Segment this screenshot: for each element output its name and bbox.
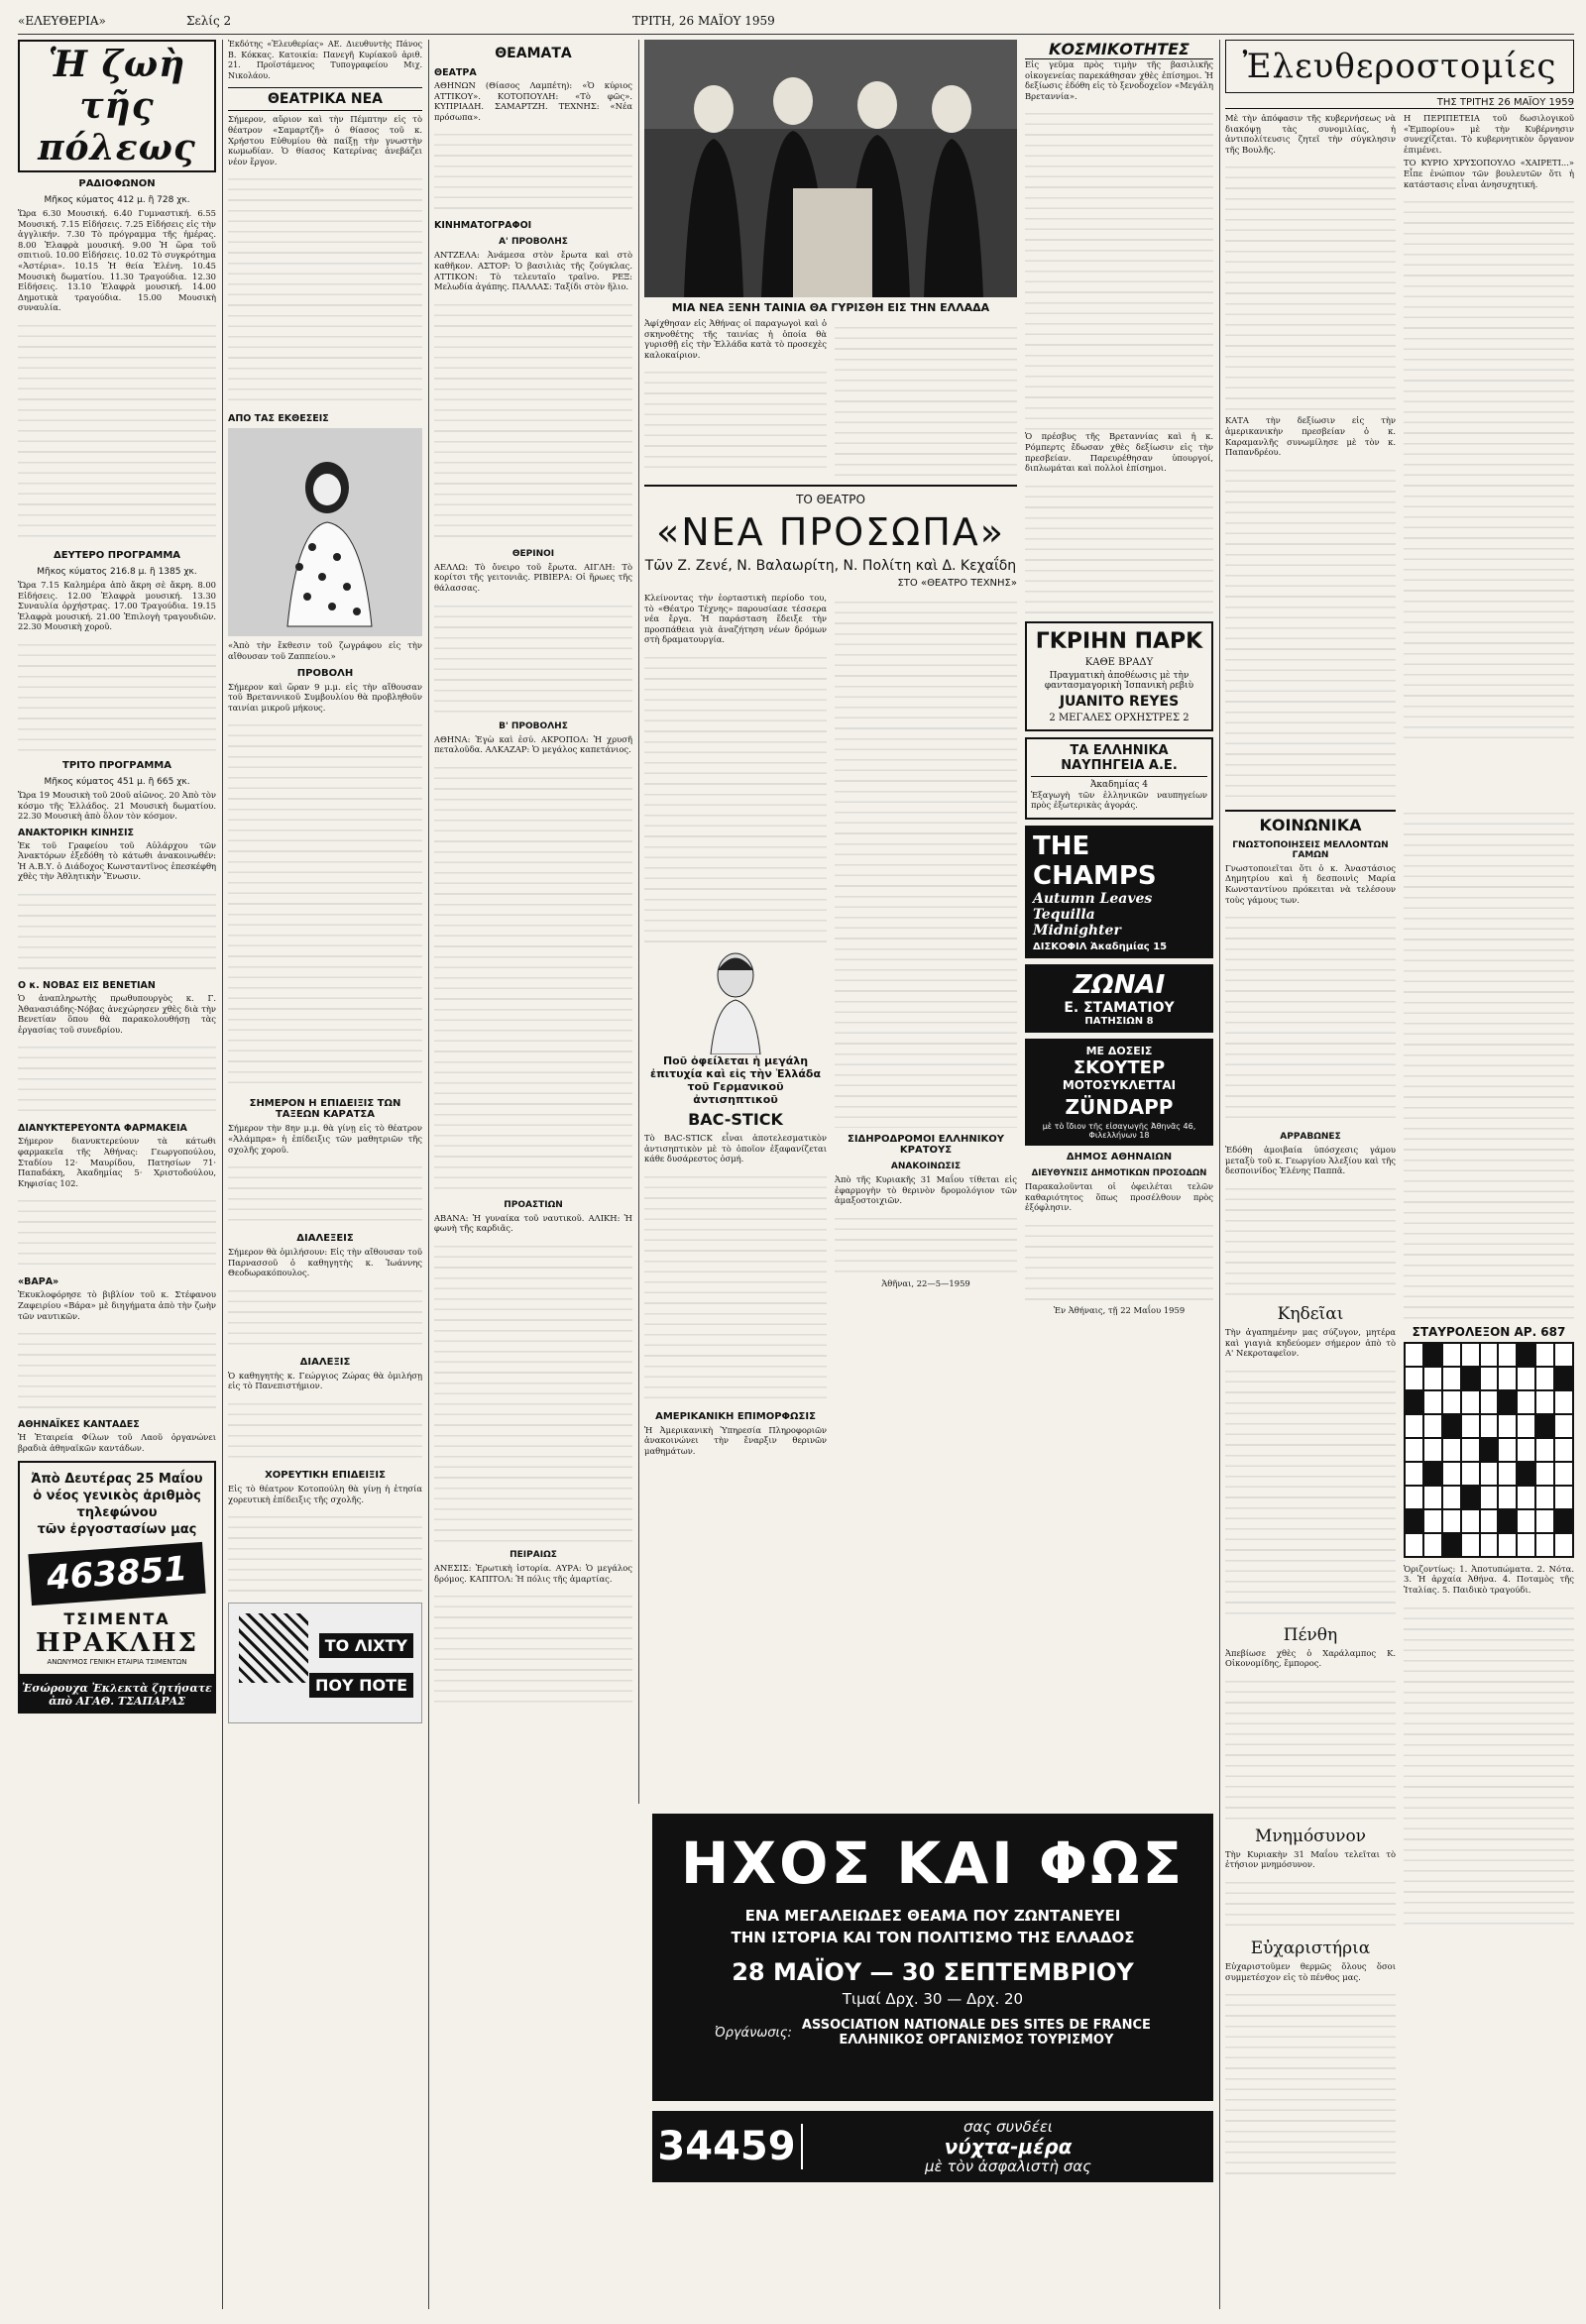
champs-song: Tequilla (1033, 906, 1095, 923)
crossword-heading: ΣΤΑΥΡΟΛΕΞΟΝ ΑΡ. 687 (1412, 1324, 1566, 1339)
text-block (228, 1281, 422, 1351)
tolixtu-slogan: ΠΟΥ ΠΟΤΕ (309, 1673, 413, 1698)
belts-address: ΠΑΤΗΣΙΩΝ 8 (1084, 1015, 1154, 1027)
theatre-review-header (644, 485, 1017, 589)
radio-program: Ὥρα 6.30 Μουσική. 6.40 Γυμναστική. 6.55 Μουσική. 7.15 Εἰδήσεις. 7.25 Εἰδήσεις εἰς τὴν ἀγγλικήν. 7.30 Τὸ πρόγραμμα τῆς ἡμέρας. 8.00 Ἐλαφρὰ μουσική. 9.00 Ἡ ὥρα τοῦ σπιτιοῦ. 10.00 Εἰδήσεις. 10.02 Τὸ συγκρότημα «Ἀστέρια». 10.15 Ἡ θεία Ἐλένη. 10.45 Μουσικὴ δωματίου. 11.30 Τραγούδια. 12.30 Εἰδήσεις. 13.10 Ἐλαφρὰ μουσική. 14.00 Δημοτικὰ τραγούδια. 15.00 Μουσικὴ συναυλία. (18, 208, 216, 313)
text-block (18, 1038, 216, 1117)
cement-ad-line: τῶν ἐργοστασίων μας (37, 1522, 197, 1538)
suburbs-heading: ΠΡΟΑΣΤΙΩΝ (504, 1199, 563, 1210)
taxi-line: μὲ τὸν ἀσφαλιστὴ σας (925, 2158, 1091, 2175)
tolixtu-brand: ΤΟ ΛΙΧΤΥ (319, 1633, 413, 1658)
net-pattern (239, 1613, 308, 1683)
champs-song: Midnighter (1033, 922, 1121, 939)
engagements-text: Ἐδόθη ἀμοιβαία ὑπόσχεσις γάμου μεταξὺ τοῦ κ. Γεωργίου Ἀλεξίου καὶ τῆς δεσποινίδος Ἑλένης Παππᾶ. (1225, 1145, 1396, 1176)
column-divider (1219, 40, 1220, 2309)
summer-cinemas-heading: ΘΕΡΙΝΟΙ (511, 548, 555, 559)
dateline: ΤΡΙΤΗ, 26 ΜΑΪΟΥ 1959 (632, 14, 775, 28)
weddings-text: Γνωστοποιεῖται ὅτι ὁ κ. Ἀναστάσιος Δημητρίου καὶ ἡ δεσποινὶς Μαρία Κωνσταντίνου πρόκειται νὰ τελέσουν τοὺς γάμους των. (1225, 862, 1396, 905)
weddings-heading: ΓΝΩΣΤΟΠΟΙΗΣΕΙΣ ΜΕΛΛΟΝΤΩΝ ΓΑΜΩΝ (1232, 839, 1389, 860)
cement-brand: ΤΣΙΜΕΝΤΑ (63, 1609, 170, 1629)
text-block (434, 125, 632, 214)
green-park-orchestras: 2 ΜΕΓΑΛΕΣ ΟΡΧΗΣΤΡΕΣ 2 (1049, 712, 1190, 723)
text-block (644, 1167, 827, 1405)
theatre-venue: ΣΤΟ «ΘΕΑΤΡΟ ΤΕΧΝΗΣ» (897, 578, 1017, 589)
opinion-text: Μὲ τὴν ἀπόφασιν τῆς κυβερνήσεως νὰ διακόψῃ τὰς συνομιλίας, ἡ ἀντιπολίτευσις ζητεῖ τὴν σύγκλησιν τῆς Βουλῆς. (1225, 113, 1396, 155)
zundapp-line: ΣΚΟΥΤΕΡ (1073, 1056, 1166, 1078)
cinemas-heading: ΚΙΝΗΜΑΤΟΓΡΑΦΟΙ (434, 220, 532, 232)
sound-light-prices: Τιμαί Δρχ. 30 — Δρχ. 20 (842, 1990, 1024, 2008)
novas-text: Ὁ ἀναπληρωτὴς πρωθυπουργὸς κ. Γ. Ἀθανασιάδης-Νόβας ἀνεχώρησεν χθὲς διὰ τὴν Βενετίαν ὅπου θὰ παρακολουθήσῃ τὰς ἐργασίας τοῦ συνεδρίου. (18, 993, 216, 1035)
taxi-ad (652, 2111, 1213, 2182)
text-block (644, 363, 827, 472)
crossword-clues: Ὁριζοντίως: 1. Ἀποτυπώματα. 2. Νότα. 3. Ἡ ἀρχαία Ἀθήνα. 4. Ποταμὸς τῆς Ἰταλίας. 5. Παιδικὸ τραγούδι. (1404, 1563, 1574, 1595)
page-number: Σελίς 2 (186, 14, 232, 28)
sound-light-subtitle: ΕΝΑ ΜΕΓΑΛΕΙΩΔΕΣ ΘΕΑΜΑ ΠΟΥ ΖΩΝΤΑΝΕΥΕΙ (744, 1907, 1121, 1925)
underwear-ad: Ἐσώρουχα Ἐκλεκτὰ ζητήσατε ἀπὸ ΑΓΑΘ. ΤΣΑΠΑΡΑΣ (18, 1676, 216, 1714)
piraeus-listing: ΑΝΕΣΙΣ: Ἐρωτικὴ ἱστορία. ΑΥΡΑ: Ὁ μεγάλος δρόμος. ΚΑΠΙΤΟΛ: Ἡ πόλις τῆς ἁμαρτίας. (434, 1562, 632, 1584)
third-program-heading: ΤΡΙΤΟ ΠΡΟΓΡΑΜΜΑ (62, 759, 171, 771)
text-block (1225, 1179, 1396, 1298)
zundapp-ad (1025, 1039, 1213, 1146)
text-block (1404, 1599, 1574, 1926)
opinion-date: ΤΗΣ ΤΡΙΤΗΣ 26 ΜΑΪΟΥ 1959 (1225, 97, 1574, 109)
text-block (1225, 908, 1396, 1126)
novas-heading: Ο κ. ΝΟΒΑΣ ΕΙΣ ΒΕΝΕΤΙΑΝ (18, 980, 156, 992)
exhibitions-heading: ΑΠΟ ΤΑΣ ΕΚΘΕΣΕΙΣ (228, 413, 329, 425)
text-block (228, 716, 422, 1092)
text-block (434, 597, 632, 716)
taxi-line: νύχτα-μέρα (944, 2135, 1073, 2158)
newspaper-page (18, 10, 1574, 2314)
film-crew-photo (644, 40, 1017, 297)
vara-heading: «ΒΑΡΑ» (18, 1276, 59, 1288)
engagements-heading: ΑΡΡΑΒΩΝΕΣ (1280, 1132, 1341, 1143)
palace-text: Ἐκ τοῦ Γραφείου τοῦ Αὐλάρχου τῶν Ἀνακτόρων ἐξεδόθη τὸ κάτωθι ἀνακοινωθέν: Ἡ Α.Β.Υ. ὁ Διάδοχος Κωνσταντῖνος ἐπεσκέφθη χθὲς τὴν Ἀθλητικὴν Ἕνωσιν. (18, 839, 216, 882)
text-block (1225, 1985, 1396, 2183)
text-block (434, 295, 632, 543)
column-divider (638, 40, 639, 1804)
text-block (1225, 158, 1396, 415)
belts-shop: Ε. ΣΤΑΜΑΤΙΟΥ (1064, 999, 1175, 1016)
sound-light-org-label: Ὀργάνωσις: (715, 2025, 792, 2041)
palace-heading: ΑΝΑΚΤΟΡΙΚΗ ΚΙΝΗΣΙΣ (18, 827, 135, 838)
funerals-heading: Κηδεῖαι (1277, 1303, 1344, 1324)
text-block (835, 1209, 1017, 1278)
dance-heading: ΧΟΡΕΥΤΙΚΗ ΕΠΙΔΕΙΞΙΣ (265, 1470, 386, 1482)
green-park-star: JUANITO REYES (1059, 693, 1180, 710)
zundapp-address: μὲ τὸ ἴδιον τῆς εἰσαγωγῆς Ἀθηνᾶς 46, Φιλελλήνων 18 (1042, 1121, 1196, 1140)
text-block (1025, 104, 1213, 431)
memorial-text: Τὴν Κυριακὴν 31 Μαΐου τελεῖται τὸ ἐτήσιον μνημόσυνον. (1225, 1848, 1396, 1870)
theatres-listing: ΑΘΗΝΩΝ (Θίασος Λαμπέτη): «Ὁ κύριος ΑΤΤΙΚΟΥ». ΚΟΤΟΠΟΥΛΗ: «Τὸ φῶς». ΚΥΠΡΙΑΔΗ. ΣΑΜΑΡΤΖΗ. ΤΕΧΝΗΣ: «Νέα πρόσωπα». (434, 80, 632, 122)
text-block (228, 169, 422, 407)
municipality-heading: ΔΗΜΟΣ ΑΘΗΝΑΙΩΝ (1066, 1151, 1173, 1162)
karate-heading: ΣΗΜΕΡΟΝ Η ΕΠΙΔΕΙΞΙΣ ΤΩΝ ΤΑΞΕΩΝ ΚΑΡΑΤΣΑ (249, 1098, 401, 1121)
text-block (18, 316, 216, 544)
second-program-heading: ΔΕΥΤΕΡΟ ΠΡΟΓΡΑΜΜΑ (53, 549, 181, 561)
champs-name: THE CHAMPS (1033, 830, 1157, 891)
opinion-text: ΤΟ ΚΥΡΙΟ ΧΡΥΣΟΠΟΥΛΟ «ΧΑΙΡΕΤΙ...» Εἶπε ἐνώπιον τῶν βουλευτῶν ὅτι ἡ κατάστασις εἶναι ἀνησυχητική. (1404, 158, 1574, 189)
memorial-heading: Μνημόσυνον (1254, 1826, 1367, 1846)
painting-illustration (228, 428, 422, 636)
publisher-note: Ἐκδότης «Ἐλευθερίας» ΑΕ. Διευθυντὴς Πάνος Β. Κόκκας. Κατοικία: Πανεγῆ Κυρίακοῦ ἀριθ. 21. Προϊστάμενος Τυπογραφείου Μιχ. Νικολάου. (228, 40, 422, 80)
text-block (835, 593, 1017, 1128)
text-block (18, 1191, 216, 1271)
column-spectacles (434, 40, 632, 1804)
text-block (1225, 461, 1396, 798)
shipyards-address: Ἀκαδημίας 4 (1089, 779, 1149, 790)
text-block (228, 1158, 422, 1227)
screening-heading: ΠΡΟΒΟΛΗ (296, 667, 354, 679)
painting-figure (228, 428, 422, 636)
text-block (18, 1324, 216, 1413)
text-block (1225, 1362, 1396, 1619)
cement-phone-number: 463851 (28, 1542, 205, 1605)
masthead (18, 10, 1574, 35)
shipyards-text: Ἐξαγωγὴ τῶν ἑλληνικῶν ναυπηγείων πρὸς ἐξωτερικὰς ἀγοράς. (1031, 789, 1207, 811)
text-block (1404, 804, 1574, 1319)
column-theatre-news (228, 40, 422, 2309)
lectures-text: Σήμερον θὰ ὁμιλήσουν: Εἰς τὴν αἴθουσαν τοῦ Παρνασσοῦ ὁ καθηγητὴς κ. Ἰωάννης Θεοδωρακόπουλος. (228, 1247, 422, 1278)
sound-light-org: ASSOCIATION NATIONALE DES SITES DE FRANCE (801, 2018, 1151, 2033)
mourning-heading: Πένθη (1283, 1624, 1338, 1645)
sound-light-org: ΕΛΛΗΝΙΚΟΣ ΟΡΓΑΝΙΣΜΟΣ ΤΟΥΡΙΣΜΟΥ (839, 2033, 1114, 2047)
champs-song: Autumn Leaves (1033, 890, 1153, 907)
woman-sketch (691, 945, 780, 1054)
opinion-text: Η ΠΕΡΙΠΕΤΕΙΑ τοῦ δωσιλογικοῦ «Ἐμπορίου» μὲ τὴν Κυβέρνησιν συνεχίζεται. Τὸ κυβερνητικὸν ὄργανον ἐπιμένει. (1404, 113, 1574, 155)
text-block (1404, 192, 1574, 747)
theatre-kicker: ΤΟ ΘΕΑΤΡΟ (796, 493, 865, 506)
bac-stick-illustration (644, 945, 827, 1054)
column-eleftherostomies (1225, 40, 1574, 2309)
lectures-heading: ΔΙΑΛΕΞΕΙΣ (296, 1233, 354, 1245)
radio-wavelength: Μῆκος κύματος 412 μ. ἢ 728 χκ. (44, 195, 190, 205)
text-block (434, 758, 632, 1194)
american-education-heading: ΑΜΕΡΙΚΑΝΙΚΗ ΕΠΙΜΟΡΦΩΣΙΣ (655, 1410, 816, 1422)
mourning-text: Ἀπεβίωσε χθὲς ὁ Χαράλαμπος Κ. Οἰκονομίδης, ἔμπορος. (1225, 1647, 1396, 1669)
kantades-text: Ἡ Ἑταιρεία Φίλων τοῦ Λαοῦ ὀργανώνει βραδιὰ ἀθηναϊκῶν καντάδων. (18, 1432, 216, 1453)
cement-company: ΑΝΩΝΥΜΟΣ ΓΕΝΙΚΗ ΕΤΑΙΡΙΑ ΤΣΙΜΕΝΤΩΝ (47, 1658, 187, 1667)
text-block (1225, 1672, 1396, 1821)
social-heading: ΚΟΙΝΩΝΙΚΑ (1225, 810, 1396, 834)
column-society-ads (1025, 40, 1213, 1804)
cement-ad-line: Ἀπὸ Δευτέρας 25 Μαΐου (31, 1472, 203, 1488)
cement-ad-line: ὁ νέος γενικὸς ἀριθμὸς (33, 1489, 201, 1504)
green-park-name: ΓΚΡΙΗΝ ΠΑΡΚ (1035, 628, 1203, 654)
second-program-text: Ὥρα 7.15 Καλημέρα ἀπὸ ἄκρη σὲ ἄκρη. 8.00 Εἰδήσεις. 12.00 Ἐλαφρὰ μουσική. 13.30 Συναυλία ὀρχήστρας. 17.00 Τραγούδια. 19.15 Ἐλαφρὰ μουσική. 21.00 Ἐπιλογὴ τραγουδιῶν. 22.30 Μουσικὴ χοροῦ. (18, 579, 216, 632)
municipality-text: Παρακαλοῦνται οἱ ὀφειλέται τελῶν καθαριότητος ὅπως προσέλθουν πρὸς ἐξόφλησιν. (1025, 1180, 1213, 1213)
belts-name: ΖΩΝΑΙ (1073, 969, 1166, 1000)
theatre-review-text: Κλείνοντας τὴν ἐορταστικὴ περίοδο του, τὸ «Θέατρο Τέχνης» παρουσίασε τέσσερα νέα ἔργα. Ἡ παράσταση ἔδειξε τὴν προσπάθεια γιὰ ἀναζήτηση νέων δρόμων στὴ δραματουργία. (644, 593, 827, 645)
green-park-nightly: ΚΑΘΕ ΒΡΑΔΥ (1084, 656, 1154, 668)
cement-ad (18, 1461, 216, 1676)
railway-subheading: ΑΝΑΚΟΙΝΩΣΙΣ (890, 1162, 962, 1171)
society-heading: ΚΟΣΜΙΚΟΤΗΤΕΣ (1025, 40, 1213, 59)
kantades-heading: ΑΘΗΝΑΪΚΕΣ ΚΑΝΤΑΔΕΣ (18, 1419, 140, 1431)
karate-text: Σήμερον τὴν 8ην μ.μ. θὰ γίνῃ εἰς τὸ θέατρον «Ἀλάμπρα» ἡ ἐπίδειξις τῶν μαθητριῶν τῆς σχολῆς χοροῦ. (228, 1123, 422, 1155)
theatre-authors: Τῶν Ζ. Ζενέ, Ν. Βαλαωρίτη, Ν. Πολίτη καὶ Δ. Κεχαΐδη (644, 558, 1017, 574)
embassy-text: Ὁ πρέσβυς τῆς Βρεταννίας καὶ ἡ κ. Ρόμπερτς ἔδωσαν χθὲς δεξίωσιν εἰς τὴν πρεσβείαν. Παρευρέθησαν ὑπουργοί, διπλωμάται καὶ πολλοὶ ἐπίσημοι. (1025, 431, 1213, 474)
tolixtu-ad (228, 1603, 422, 1723)
funerals-text: Τὴν ἀγαπημένην μας σύζυγον, μητέρα καὶ γιαγιὰ κηδεύομεν σήμερον ἀπὸ τὸ Α' Νεκροταφεῖον. (1225, 1326, 1396, 1359)
pharmacies-text: Σήμερον διανυκτερεύουν τὰ κάτωθι φαρμακεῖα τῆς Ἀθήνας: Γεωργοπούλου, Σταδίου 12· Μαυρίδου, Πατησίων 71· Παπαδάκη, Ἀκαδημίας 5· Χριστοδούλου, Κηφισίας 102. (18, 1136, 216, 1188)
theatres-heading: ΘΕΑΤΡΑ (434, 67, 477, 78)
cement-ad-line: τηλεφώνου (76, 1505, 158, 1521)
column-divider (222, 40, 223, 2309)
text-block (835, 318, 1017, 477)
thanks-text: Εὐχαριστοῦμεν θερμῶς ὅλους ὅσοι συμμετέσχον εἰς τὸ πένθος μας. (1225, 1961, 1396, 1982)
opinion-text: ΚΑΤΑ τὴν δεξίωσιν εἰς τὴν ἀμερικανικὴν πρεσβείαν ὁ κ. Καραμανλῆς συνωμίλησε μὲ τὸν κ. Παπανδρέου. (1225, 415, 1396, 458)
zundapp-line: ΜΟΤΟΣΥΚΛΕΤΤΑΙ (1062, 1077, 1177, 1092)
first-run-heading: Α' ΠΡΟΒΟΛΗΣ (499, 237, 568, 248)
summer-cinemas-listing: ΑΕΛΛΩ: Τὸ ὄνειρο τοῦ ἔρωτα. ΑΙΓΛΗ: Τὸ κορίτσι τῆς γειτονιᾶς. ΡΙΒΙΕΡΑ: Οἱ ἥρωες τῆς θάλασσας. (434, 561, 632, 593)
railway-heading: ΣΙΔΗΡΟΔΡΟΜΟΙ ΕΛΛΗΝΙΚΟΥ ΚΡΑΤΟΥΣ (848, 1134, 1004, 1156)
sound-light-subtitle: ΤΗΝ ΙΣΤΟΡΙΑ ΚΑΙ ΤΟΝ ΠΟΛΙΤΙΣΜΟ ΤΗΣ ΕΛΛΑΔΟΣ (731, 1929, 1135, 1946)
text-block (1225, 1873, 1396, 1933)
text-block (434, 1587, 632, 1706)
municipality-date: Ἐν Ἀθήναις, τῇ 22 Μαΐου 1959 (1053, 1304, 1186, 1315)
group-portrait (644, 40, 1017, 297)
film-photo-caption: ΜΙΑ ΝΕΑ ΞΕΝΗ ΤΑΙΝΙΑ ΘΑ ΓΥΡΙΣΘΗ ΕΙΣ ΤΗΝ ΕΛΛΑΔΑ (671, 301, 990, 314)
green-park-desc: Πραγματικὴ ἀποθέωσις μὲ τὴν φαντασμαγορικὴ Ἱσπανικὴ ρεβιὺ (1044, 670, 1194, 691)
crossword-grid (1404, 1342, 1574, 1558)
taxi-line: σας συνδέει (963, 2118, 1053, 2136)
society-text: Εἰς γεῦμα πρὸς τιμὴν τῆς βασιλικῆς οἰκογενείας παρεκάθησαν χθὲς ἐπίσημοι. Ἡ δεξίωσις ἐδόθη εἰς τὸ ξενοδοχεῖον «Μεγάλη Βρεταννία». (1025, 59, 1213, 101)
column-divider (428, 40, 429, 2309)
section-title: Ἡ ζωὴ τῆς πόλεως (38, 44, 196, 168)
text-block (1025, 1216, 1213, 1305)
champs-record-ad (1025, 826, 1213, 958)
text-block (228, 1507, 422, 1597)
radio-heading: ΡΑΔΙΟΦΩΝΟΝ (78, 178, 156, 189)
exhibition-caption: «Ἀπὸ τὴν ἔκθεσιν τοῦ ζωγράφου εἰς τὴν αἴθουσαν τοῦ Ζαππείου.» (228, 640, 422, 661)
shipyards-name: ΤΑ ΕΛΛΗΝΙΚΑ ΝΑΥΠΗΓΕΙΑ Α.Ε. (1031, 743, 1207, 777)
champs-store: ΔΙΣΚΟΦΙΛ Ἀκαδημίας 15 (1033, 941, 1168, 952)
text-block (228, 1394, 422, 1464)
text-block (434, 1237, 632, 1544)
text-block (18, 885, 216, 974)
green-park-ad (1025, 621, 1213, 731)
theatre-review-title: «ΝΕΑ ΠΡΟΣΩΠΑ» (655, 510, 1006, 554)
spectacles-heading: ΘΕΑΜΑΤΑ (495, 46, 572, 61)
belts-ad (1025, 964, 1213, 1033)
sound-light-dates: 28 ΜΑΪΟΥ — 30 ΣΕΠΤΕΜΒΡΙΟΥ (732, 1958, 1134, 1986)
dance-text: Εἰς τὸ θέατρον Κοτοπούλη θὰ γίνῃ ἡ ἐτησία χορευτικὴ ἐπίδειξις τῆς σχολῆς. (228, 1484, 422, 1504)
column-city-life (18, 40, 216, 2309)
thanks-heading: Εὐχαριστήρια (1250, 1938, 1371, 1959)
municipality-subheading: ΔΙΕΥΘΥΝΣΙΣ ΔΗΜΟΤΙΚΩΝ ΠΡΟΣΟΔΩΝ (1031, 1167, 1207, 1178)
second-program-wavelength: Μῆκος κύματος 216.8 μ. ἢ 1385 χκ. (37, 566, 197, 577)
taxi-number: 34459 (652, 2124, 803, 2169)
suburbs-listing: ΑΒΑΝΑ: Ἡ γυναίκα τοῦ ναυτικοῦ. ΑΛΙΚΗ: Ἡ φωνὴ τῆς καρδιᾶς. (434, 1212, 632, 1234)
sound-light-title: ΗΧΟΣ ΚΑΙ ΦΩΣ (680, 1829, 1186, 1897)
lecture-text: Ὁ καθηγητὴς κ. Γεώργιος Ζώρας θὰ ὁμιλήσῃ εἰς τὸ Πανεπιστήμιον. (228, 1370, 422, 1391)
screening-text: Σήμερον καὶ ὥραν 9 μ.μ. εἰς τὴν αἴθουσαν τοῦ Βρεταννικοῦ Συμβουλίου θὰ προβληθοῦν ταινίαι μικροῦ μήκους. (228, 681, 422, 713)
railway-text: Ἀπὸ τῆς Κυριακῆς 31 Μαΐου τίθεται εἰς ἐφαρμογὴν τὸ θερινὸν δρομολόγιον τῶν ἀμαξοστοιχιῶν. (835, 1174, 1017, 1206)
text-block (18, 635, 216, 754)
second-run-listing: ΑΘΗΝΑ: Ἐγὼ καὶ ἐσύ. ΑΚΡΟΠΟΛ: Ἡ χρυσῆ πεταλοῦδα. ΑΛΚΑΖΑΡ: Ὁ μεγάλος καπετάνιος. (434, 733, 632, 755)
shipyards-ad (1025, 737, 1213, 820)
cement-name: ΗΡΑΚΛΗΣ (35, 1628, 198, 1659)
vara-text: Ἐκυκλοφόρησε τὸ βιβλίον τοῦ κ. Στέφανου Ζαφειρίου «Βάρα» μὲ διηγήματα ἀπὸ τὴν ζωὴν τῶν ναυτικῶν. (18, 1289, 216, 1321)
theatre-news-text: Σήμερον, αὔριον καὶ τὴν Πέμπτην εἰς τὸ θέατρον «Σαμαρτζῆ» ὁ θίασος τοῦ κ. Χρήστου Εὐθυμίου θὰ παίξῃ τὴν γνωστὴν κωμωδίαν. Ὁ θίασος Κατερίνας ἀνεβάζει νέον ἔργον. (228, 114, 422, 166)
theatre-news-heading: ΘΕΑΤΡΙΚΑ ΝΕΑ (228, 87, 422, 111)
text-block (1025, 477, 1213, 615)
pharmacies-heading: ΔΙΑΝΥΚΤΕΡΕΥΟΝΤΑ ΦΑΡΜΑΚΕΙΑ (18, 1123, 187, 1135)
column-film-theatre (644, 40, 1017, 1804)
piraeus-heading: ΠΕΙΡΑΙΩΣ (510, 1549, 557, 1560)
bac-stick-text: Τὸ BAC-STICK εἶναι ἀποτελεσματικὸν ἀντισηπτικὸν μὲ τὸ ὁποῖον ἐξαφανίζεται κάθε δυσάρεστος ὀσμή. (644, 1132, 827, 1164)
third-program-wavelength: Μῆκος κύματος 451 μ. ἢ 665 χκ. (44, 776, 190, 787)
text-block (644, 648, 827, 945)
american-education-text: Ἡ Ἀμερικανικὴ Ὑπηρεσία Πληροφοριῶν ἀνακοινώνει τὴν ἔναρξιν θερινῶν μαθημάτων. (644, 1424, 827, 1456)
film-article-text: Ἀφίχθησαν εἰς Ἀθήνας οἱ παραγωγοὶ καὶ ὁ σκηνοθέτης τῆς ταινίας ἡ ὁποία θὰ γυρισθῇ εἰς τὴν Ἑλλάδα κατὰ τὸ προσεχὲς καλοκαίριον. (644, 318, 827, 360)
lecture-heading: ΔΙΑΛΕΞΙΣ (299, 1356, 351, 1368)
zundapp-brand: ZÜNDAPP (1065, 1094, 1174, 1119)
third-program-text: Ὥρα 19 Μουσικὴ τοῦ 20οῦ αἰῶνος. 20 Ἀπὸ τὸν κόσμο τῆς Ἑλλάδος. 21 Μουσικὴ δωματίου. 22.30 Μουσικὴ ἀπὸ ὅλον τὸν κόσμον. (18, 789, 216, 822)
paper-name: «ΕΛΕΥΘΕΡΙΑ» (18, 14, 106, 28)
railway-date: Ἀθῆναι, 22—5—1959 (881, 1277, 970, 1288)
bac-stick-caption: Ποῦ ὀφείλεται ἡ μεγάλη ἐπιτυχία καὶ εἰς τὴν Ἑλλάδα τοῦ Γερμανικοῦ ἀντισηπτικοῦ (649, 1053, 822, 1106)
zundapp-line: ΜΕ ΔΟΣΕΙΣ (1085, 1044, 1153, 1057)
opinion-title: Ἐλευθεροστομίες (1225, 40, 1574, 93)
bac-stick-name: BAC-STICK (688, 1109, 783, 1129)
sound-and-light-ad (652, 1814, 1213, 2101)
second-run-heading: Β' ΠΡΟΒΟΛΗΣ (499, 720, 568, 731)
cinemas-listing: ΑΝΤΖΕΛΑ: Ἀνάμεσα στὸν ἔρωτα καὶ στὸ καθῆκον. ΑΣΤΟΡ: Ὁ βασιλιὰς τῆς ζούγκλας. ΑΤΤΙΚΟΝ: Τὸ τελευταῖο τραῖνο. ΡΕΞ: Μελωδία ἀγάπης. ΠΑΛΛΑΣ: Ταξίδι στὸν ἥλιο. (434, 250, 632, 292)
